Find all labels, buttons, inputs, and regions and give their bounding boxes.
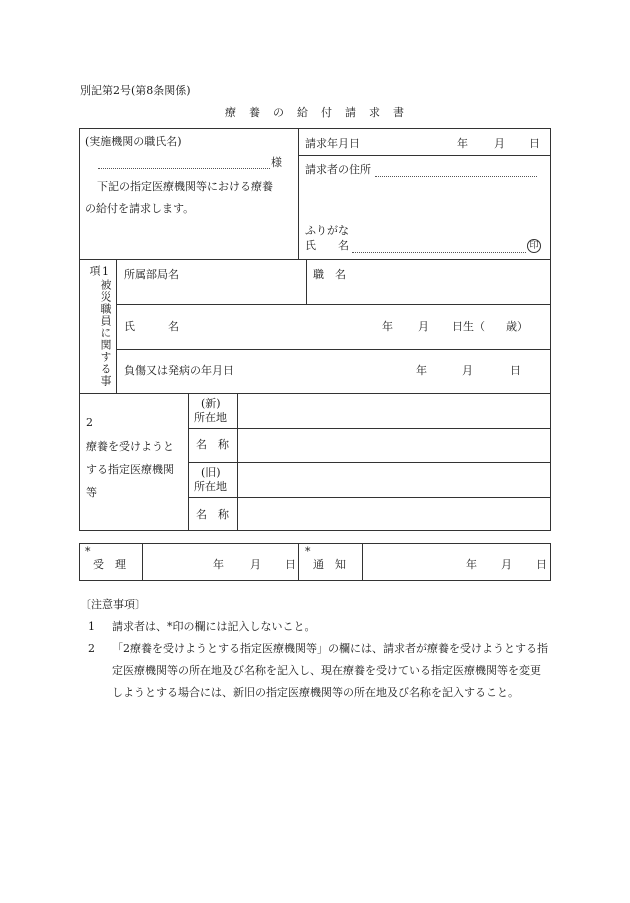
- address-field[interactable]: [375, 176, 537, 177]
- section2-number: 2: [86, 416, 93, 429]
- department-label: 所属部局名: [124, 268, 179, 281]
- notes-section: [80, 594, 550, 704]
- old-name-label: 名 称: [196, 508, 229, 521]
- claimant-name-label: 氏 名: [305, 239, 349, 252]
- notice-asterisk: *: [305, 545, 311, 558]
- form-reference: 別記第2号(第8条関係): [80, 84, 191, 97]
- agency-label: (実施機関の職氏名): [85, 135, 182, 148]
- notice-day: 日: [536, 558, 547, 571]
- notice-month: 月: [501, 558, 512, 571]
- section1-heading: 1被災職員に関する事項: [88, 265, 112, 387]
- address-label: 請求者の住所: [305, 163, 371, 176]
- receipt-day: 日: [285, 558, 296, 571]
- note-item: [80, 616, 550, 638]
- injury-month: 月: [462, 364, 473, 377]
- request-text-2: の給付を請求します。: [85, 202, 195, 215]
- injury-year: 年: [416, 364, 427, 377]
- receipt-month: 月: [250, 558, 261, 571]
- notice-year: 年: [466, 558, 477, 571]
- note-text: 「2療養を受けようとする指定医療機関等」の欄には、請求者が療養を受けようとする指定医療機関等の所在地及び名称を記入し、現在療養を受けている指定医療機関等を変更しようとする場合には、新旧の指定医療機関等の所在地及び名称を記入すること。: [112, 642, 548, 699]
- request-date-day: 日: [529, 137, 540, 150]
- birth-day: 日生（: [452, 320, 485, 333]
- receipt-label: 受 理: [93, 558, 126, 571]
- request-date-label: 請求年月日: [305, 137, 360, 150]
- notes-heading: 〔注意事項〕: [80, 598, 146, 611]
- note-text: 請求者は、*印の欄には記入しないこと。: [112, 620, 316, 633]
- old-location-label: 所在地: [194, 480, 227, 493]
- job-title-label: 職 名: [313, 268, 346, 281]
- seal-mark: 印: [527, 239, 541, 253]
- new-tag: (新): [201, 397, 221, 410]
- claimant-name-field[interactable]: [352, 252, 526, 253]
- receipt-asterisk: *: [85, 545, 91, 558]
- section2-title-1: 療養を受けようと: [86, 440, 174, 453]
- birth-year: 年: [382, 320, 393, 333]
- request-date-month: 月: [494, 137, 505, 150]
- new-location-label: 所在地: [194, 411, 227, 424]
- agency-name-field[interactable]: [98, 168, 270, 169]
- receipt-year: 年: [213, 558, 224, 571]
- injury-day: 日: [510, 364, 521, 377]
- request-date-year: 年: [457, 137, 468, 150]
- furigana-label: ふりがな: [305, 224, 349, 237]
- note-number: 1: [88, 620, 95, 633]
- notice-label: 通 知: [313, 558, 346, 571]
- age-label: 歳）: [506, 320, 528, 333]
- birth-month: 月: [418, 320, 429, 333]
- section2-title-2: する指定医療機関: [86, 463, 174, 476]
- request-text-1: 下記の指定医療機関等における療養: [97, 180, 273, 193]
- form-title: 療 養 の 給 付 請 求 書: [225, 106, 405, 119]
- note-item: [80, 638, 550, 704]
- section2-title-3: 等: [86, 486, 97, 499]
- old-tag: (旧): [201, 466, 221, 479]
- sama-label: 様: [271, 156, 282, 169]
- injury-date-label: 負傷又は発病の年月日: [124, 364, 234, 377]
- note-number: 2: [88, 642, 95, 655]
- employee-name-label: 氏 名: [124, 320, 179, 333]
- new-name-label: 名 称: [196, 438, 229, 451]
